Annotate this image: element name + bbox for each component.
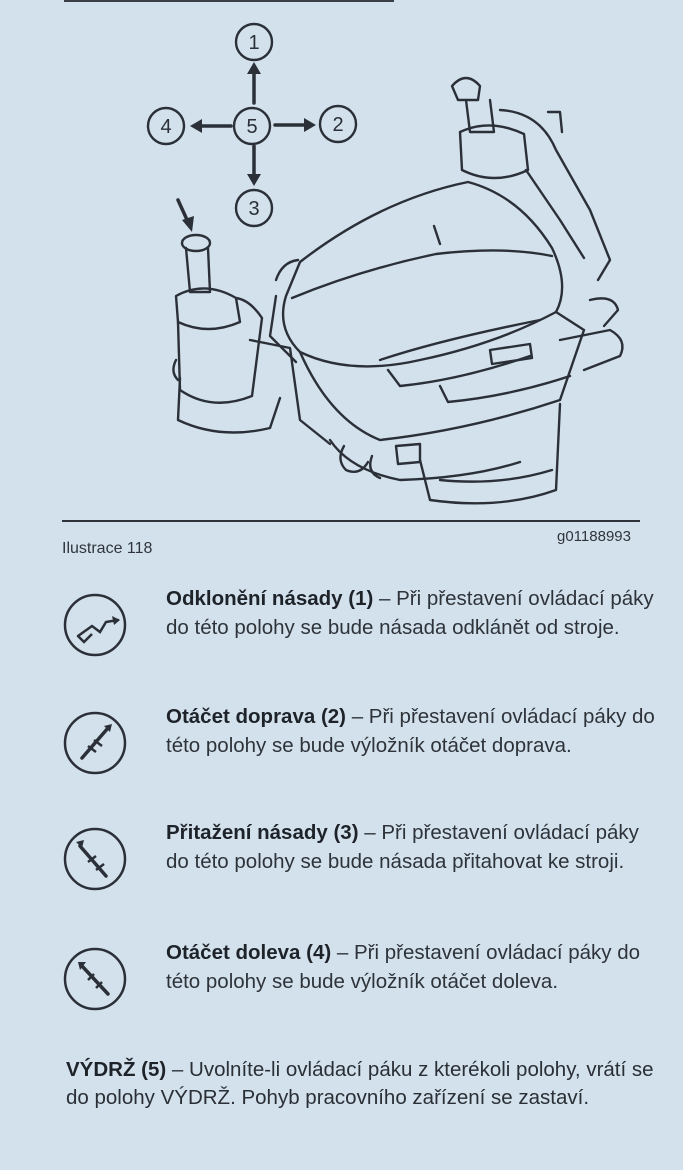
figure-rule — [62, 520, 640, 522]
item-title: Odklonění násady (1) — [166, 587, 374, 610]
item-separator: – — [331, 941, 354, 964]
swing-right-icon — [62, 710, 128, 776]
item-description: Při přestavení ovládací páky do této polohy se bude násada odklánět od stroje. — [166, 587, 654, 639]
joystick-illustration — [0, 0, 683, 520]
item-title: Přitažení násady (3) — [166, 821, 359, 844]
item-title: Otáčet doprava (2) — [166, 705, 346, 728]
item-title: Otáčet doleva (4) — [166, 941, 332, 964]
figure-code: g01188993 — [557, 528, 631, 545]
direction-label-5: 5 — [246, 116, 258, 138]
swing-left-icon — [62, 946, 128, 1012]
pointer-arrow — [178, 200, 194, 232]
direction-label-2: 2 — [332, 114, 344, 136]
figure-caption: Ilustrace 118 — [62, 540, 153, 557]
item-separator: – — [358, 821, 382, 844]
direction-label-4: 4 — [160, 116, 172, 138]
hold-separator: – — [166, 1058, 190, 1081]
list-item-text — [166, 702, 656, 760]
item-separator: – — [346, 705, 369, 728]
item-separator: – — [373, 587, 397, 610]
item-description: Při přestavení ovládací páky do této polohy se bude násada přitahovat ke stroji. — [166, 821, 639, 873]
list-item-text — [166, 584, 656, 642]
direction-label-1: 1 — [248, 32, 260, 54]
list-item-text — [166, 818, 656, 876]
stick-in-icon — [62, 826, 128, 892]
list-item-text — [166, 938, 656, 996]
hold-title: VÝDRŽ (5) — [66, 1058, 167, 1081]
left-joystick — [173, 235, 280, 433]
hold-paragraph — [66, 1056, 666, 1112]
item-description: Při přestavení ovládací páky do této polohy se bude výložník otáčet doprava. — [166, 705, 655, 757]
item-description: Při přestavení ovládací páky do této polohy se bude výložník otáčet doleva. — [166, 941, 641, 993]
direction-label-3: 3 — [248, 198, 260, 220]
hold-description: Uvolníte-li ovládací páku z kterékoli polohy, vrátí se do polohy VÝDRŽ. Pohyb pracovního zařízení se zastaví. — [66, 1058, 654, 1109]
stick-out-icon — [62, 592, 128, 658]
